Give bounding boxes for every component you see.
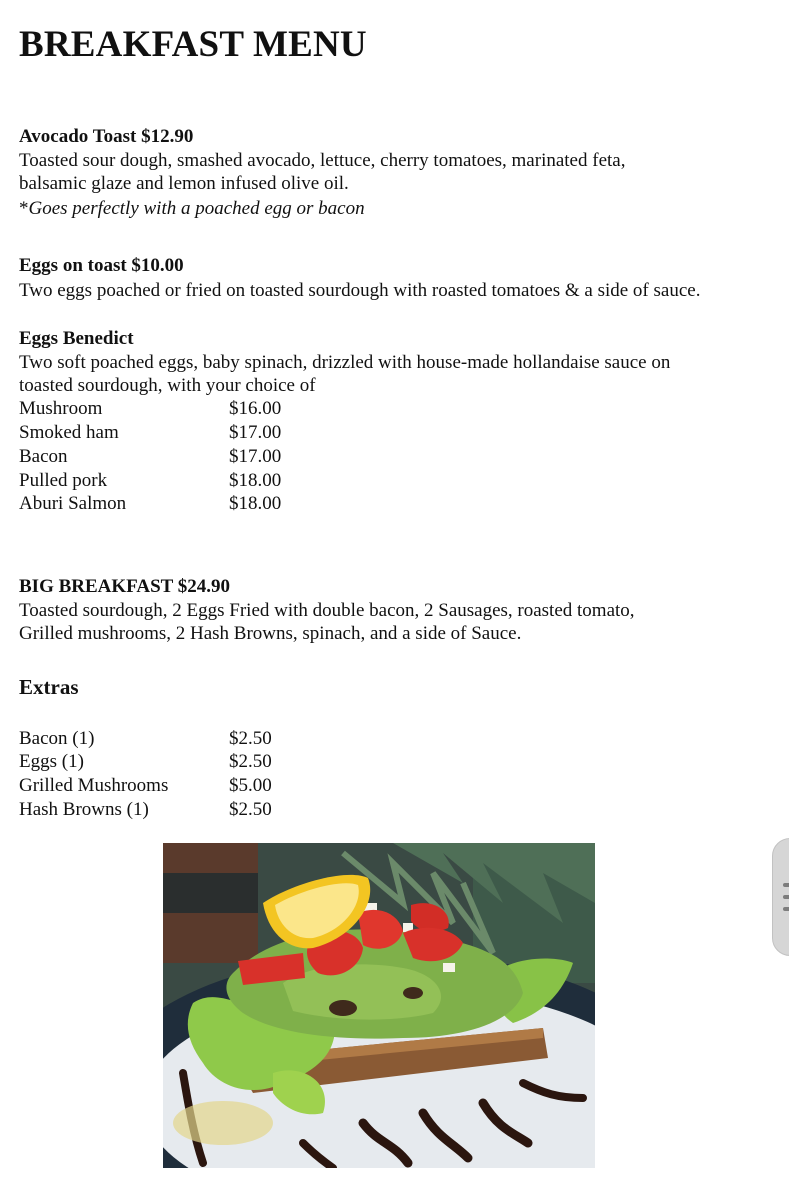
- extra-item-name: Hash Browns (1): [19, 799, 149, 820]
- big-breakfast-description-line-2: Grilled mushrooms, 2 Hash Browns, spinach, and a side of Sauce.: [19, 623, 522, 644]
- benedict-option-name: Aburi Salmon: [19, 493, 127, 514]
- grip-handle-icon: [783, 883, 789, 887]
- avocado-toast-note: [19, 197, 365, 220]
- avocado-toast-heading: Avocado Toast $12.90: [19, 126, 194, 147]
- benedict-option-price: $18.00: [229, 470, 282, 491]
- extra-item-name: Bacon (1): [19, 728, 95, 749]
- extra-item-name: Eggs (1): [19, 751, 84, 772]
- side-drawer-tab[interactable]: [772, 838, 789, 956]
- benedict-option-name: Pulled pork: [19, 470, 108, 491]
- extras-heading: Extras: [19, 675, 79, 699]
- extra-item-price: $2.50: [229, 728, 272, 749]
- avocado-toast-note-prefix: *: [19, 198, 29, 219]
- page-title: BREAKFAST MENU: [19, 24, 367, 65]
- big-breakfast-description-line-1: Toasted sourdough, 2 Eggs Fried with double bacon, 2 Sausages, roasted tomato,: [19, 600, 635, 621]
- big-breakfast-heading: BIG BREAKFAST $24.90: [19, 576, 230, 597]
- extra-item-name: Grilled Mushrooms: [19, 775, 169, 796]
- extra-item-price: $5.00: [229, 775, 272, 796]
- grip-handle-icon: [783, 895, 789, 899]
- eggs-on-toast-heading: Eggs on toast $10.00: [19, 255, 184, 276]
- eggs-benedict-heading: Eggs Benedict: [19, 328, 134, 349]
- benedict-option-price: $16.00: [229, 398, 282, 419]
- avocado-toast-description-line-1: Toasted sour dough, smashed avocado, lettuce, cherry tomatoes, marinated feta,: [19, 150, 626, 171]
- benedict-option-price: $17.00: [229, 422, 282, 443]
- benedict-option-price: $17.00: [229, 446, 282, 467]
- eggs-benedict-description-line-1: Two soft poached eggs, baby spinach, drizzled with house-made hollandaise sauce on: [19, 352, 671, 373]
- benedict-option-name: Bacon: [19, 446, 68, 467]
- benedict-option-name: Mushroom: [19, 398, 103, 419]
- eggs-benedict-description-line-2: toasted sourdough, with your choice of: [19, 375, 316, 396]
- avocado-toast-note-text: Goes perfectly with a poached egg or bacon: [28, 198, 365, 219]
- avocado-toast-description-line-2: balsamic glaze and lemon infused olive oil.: [19, 173, 349, 194]
- extra-item-price: $2.50: [229, 751, 272, 772]
- grip-handle-icon: [783, 907, 789, 911]
- extra-item-price: $2.50: [229, 799, 272, 820]
- eggs-on-toast-description: Two eggs poached or fried on toasted sourdough with roasted tomatoes & a side of sauce.: [19, 280, 701, 301]
- avocado-toast-photo: [163, 843, 595, 1168]
- benedict-option-name: Smoked ham: [19, 422, 119, 443]
- benedict-option-price: $18.00: [229, 493, 282, 514]
